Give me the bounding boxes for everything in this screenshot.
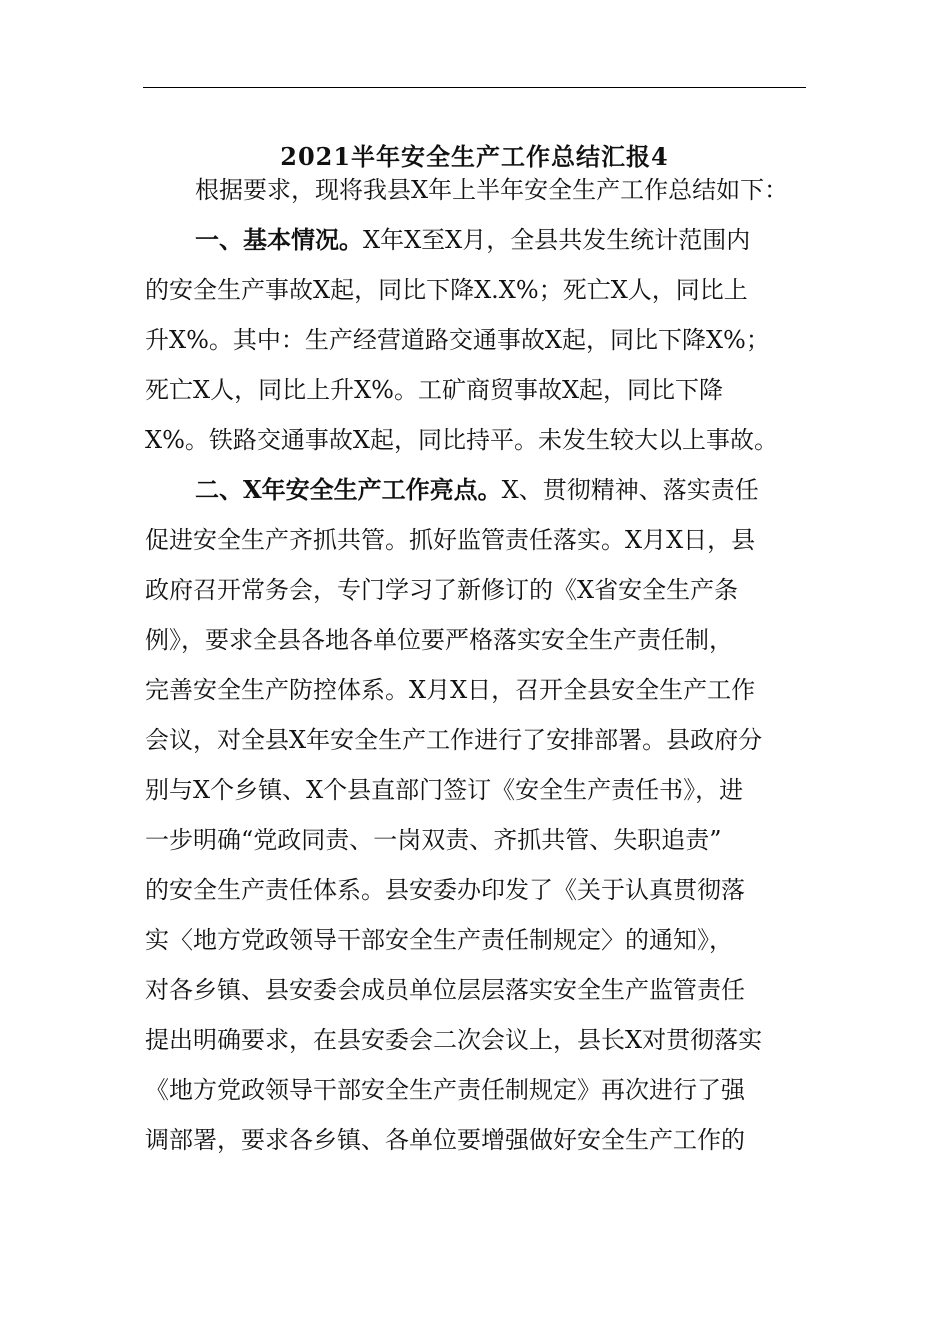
section2-line: 《地方党政领导干部安全生产责任制规定》再次进行了强: [145, 1076, 745, 1104]
section2-line: 实〈地方党政领导干部安全生产责任制规定〉的通知》，: [145, 926, 733, 954]
section1-heading: 一、基本情况。: [195, 225, 363, 254]
section2-line: 调部署，要求各乡镇、各单位要增强做好安全生产工作的: [145, 1126, 745, 1154]
intro-paragraph: 根据要求，现将我县X年上半年安全生产工作总结如下：: [195, 176, 789, 204]
section2-line: 例》，要求全县各地各单位要严格落实安全生产责任制，: [145, 626, 733, 654]
section2-line: 提出明确要求，在县安委会二次会议上，县长X对贯彻落实: [145, 1026, 763, 1054]
document-body: [145, 165, 810, 1165]
section2-text: X、贯彻精神、落实责任: [501, 476, 759, 504]
section1-line: 死亡X人，同比上升X%。工矿商贸事故X起，同比下降: [145, 376, 724, 404]
section2-line: 促进安全生产齐抓共管。抓好监管责任落实。X月X日，县: [145, 526, 756, 554]
section2-line: 完善安全生产防控体系。X月X日，召开全县安全生产工作: [145, 676, 756, 704]
section1-line: 升X%。其中：生产经营道路交通事故X起，同比下降X%；: [145, 326, 770, 354]
section2-line: 别与X个乡镇、X个县直部门签订《安全生产责任书》，进: [145, 776, 744, 804]
section2-line: 对各乡镇、县安委会成员单位层层落实安全生产监管责任: [145, 976, 745, 1004]
document-title: 2021半年安全生产工作总结汇报4: [280, 142, 669, 171]
section2-heading: 二、X年安全生产工作亮点。: [195, 475, 502, 504]
section2-line: 会议，对全县X年安全生产工作进行了安排部署。县政府分: [145, 726, 763, 754]
section2-line: 的安全生产责任体系。县安委办印发了《关于认真贯彻落: [145, 876, 745, 904]
section2-first-line: [145, 465, 810, 515]
section1-line: 的安全生产事故X起，同比下降X.X%；死亡X人，同比上: [145, 276, 748, 304]
section2-line: 一步明确“党政同责、一岗双责、齐抓共管、失职追责”: [145, 826, 722, 854]
section1-first-line: [145, 215, 810, 265]
section1-line: X%。铁路交通事故X起，同比持平。未发生较大以上事故。: [145, 426, 778, 454]
section1-text: X年X至X月，全县共发生统计范围内: [363, 226, 751, 254]
header-rule: [143, 87, 806, 88]
section2-line: 政府召开常务会，专门学习了新修订的《X省安全生产条: [145, 576, 739, 604]
